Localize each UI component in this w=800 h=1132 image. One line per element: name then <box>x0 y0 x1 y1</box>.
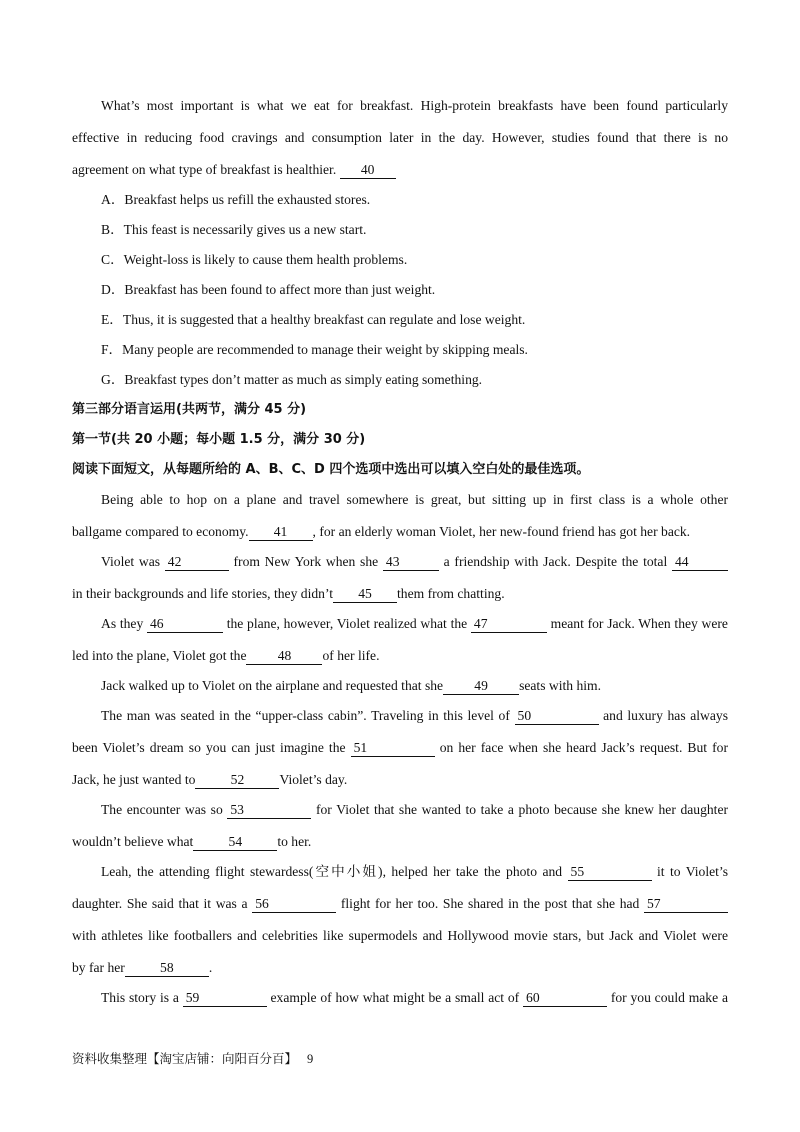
answer-blank-53: 53 <box>227 801 311 819</box>
cloze-text: flight for her too. She shared in the post that she had <box>340 896 640 911</box>
answer-blank-52: 52 <box>195 771 279 789</box>
instruction-heading: 阅读下面短文，从每题所给的 A、B、C、D 四个选项中选出可以填入空白处的最佳选项。 <box>72 462 590 477</box>
answer-blank-49: 49 <box>443 677 519 695</box>
cloze-text: of her life. <box>322 648 380 663</box>
cloze-line <box>101 706 728 726</box>
option-g: G．Breakfast types don’t matter as much as simply eating something. <box>101 372 483 387</box>
answer-blank-54: 54 <box>193 833 277 851</box>
answer-blank-59: 59 <box>183 989 267 1007</box>
cloze-text: for Violet that she wanted to take a photo because she knew her daughter <box>315 802 729 817</box>
cloze-text: on her face when she heard Jack’s request. But for <box>439 740 728 755</box>
cloze-text: them from chatting. <box>397 586 505 601</box>
passage-text: What’s most important is what we eat for breakfast. High-protein breakfasts have been found particularly <box>101 98 728 113</box>
cloze-text: Violet’s day. <box>279 772 348 787</box>
cloze-line <box>72 770 728 790</box>
cloze-line <box>72 738 728 758</box>
answer-blank-56: 56 <box>252 895 336 913</box>
passage-line <box>72 160 728 180</box>
footer-source: 资料收集整理【淘宝店铺：向阳百分百】 <box>72 1051 298 1066</box>
cloze-text: a friendship with Jack. Despite the total <box>443 554 668 569</box>
cloze-text: Jack, he just wanted to <box>72 772 196 787</box>
cloze-line <box>101 862 728 882</box>
answer-blank-55: 55 <box>568 863 652 881</box>
option-d: D．Breakfast has been found to affect more than just weight. <box>101 282 436 297</box>
passage-text: effective in reducing food cravings and consumption later in the day. However, studies found that there is no <box>72 130 728 145</box>
answer-blank-60: 60 <box>523 989 607 1007</box>
cloze-text: ballgame compared to economy. <box>72 524 249 539</box>
cloze-text: meant for Jack. When they were <box>550 616 728 631</box>
option-a: A．Breakfast helps us refill the exhausted stores. <box>101 192 371 207</box>
cloze-text: , for an elderly woman Violet, her new-found friend has got her back. <box>312 524 691 539</box>
cloze-text: The encounter was so <box>101 802 223 817</box>
cloze-line <box>72 832 728 852</box>
cloze-text: from New York when she <box>233 554 379 569</box>
cloze-text: for you could make a <box>610 990 728 1005</box>
passage-text: agreement on what type of breakfast is healthier. <box>72 162 337 177</box>
answer-blank-46: 46 <box>147 615 223 633</box>
passage-line <box>101 96 728 116</box>
passage-line <box>72 128 728 148</box>
cloze-text: with athletes like footballers and celebrities like supermodels and Hollywood movie stars, but Jack and Violet were <box>72 928 728 943</box>
cloze-text: led into the plane, Violet got the <box>72 648 247 663</box>
part-heading: 第三部分语言运用(共两节，满分 45 分) <box>72 402 307 417</box>
cloze-line <box>101 614 728 634</box>
page-footer <box>72 1050 313 1068</box>
answer-blank-41: 41 <box>249 523 313 541</box>
cloze-line <box>72 522 728 542</box>
answer-blank-51: 51 <box>351 739 435 757</box>
cloze-line <box>72 646 728 666</box>
cloze-text: This story is a <box>101 990 179 1005</box>
cloze-text: the plane, however, Violet realized what the <box>226 616 468 631</box>
cloze-text: Leah, the attending flight stewardess(空中小姐), helped her take the photo and <box>101 864 563 879</box>
cloze-text: The man was seated in the “upper-class cabin”. Traveling in this level of <box>101 708 510 723</box>
page-number: 9 <box>307 1052 314 1066</box>
cloze-text: by far her <box>72 960 125 975</box>
cloze-line <box>72 958 728 978</box>
answer-blank-57: 57 <box>644 895 728 913</box>
answer-blank-45: 45 <box>333 585 397 603</box>
cloze-text: daughter. She said that it was a <box>72 896 248 911</box>
answer-blank-50: 50 <box>515 707 599 725</box>
cloze-line <box>101 988 728 1008</box>
option-e: E．Thus, it is suggested that a healthy breakfast can regulate and lose weight. <box>101 312 526 327</box>
cloze-text: it to Violet’s <box>657 864 729 879</box>
option-f: F．Many people are recommended to manage their weight by skipping meals. <box>101 342 528 357</box>
cloze-line <box>72 584 728 604</box>
cloze-text: to her. <box>277 834 312 849</box>
answer-blank-43: 43 <box>383 553 439 571</box>
section-heading: 第一节(共 20 小题；每小题 1.5 分，满分 30 分) <box>72 432 366 447</box>
cloze-text: example of how what might be a small act of <box>270 990 520 1005</box>
cloze-line <box>72 894 728 914</box>
cloze-line <box>101 490 728 510</box>
cloze-line <box>72 926 728 946</box>
cloze-text: in their backgrounds and life stories, they didn’t <box>72 586 333 601</box>
cloze-text: Jack walked up to Violet on the airplane and requested that she <box>101 678 444 693</box>
option-c: C．Weight-loss is likely to cause them health problems. <box>101 252 408 267</box>
cloze-text: Violet was <box>101 554 161 569</box>
cloze-line <box>101 676 728 696</box>
answer-blank-40: 40 <box>340 161 396 179</box>
cloze-text: . <box>208 960 213 975</box>
cloze-line <box>101 552 728 572</box>
cloze-text: been Violet’s dream so you can just imagine the <box>72 740 346 755</box>
answer-blank-58: 58 <box>125 959 209 977</box>
answer-blank-44: 44 <box>672 553 728 571</box>
cloze-text: wouldn’t believe what <box>72 834 194 849</box>
answer-blank-48: 48 <box>246 647 322 665</box>
answer-blank-47: 47 <box>471 615 547 633</box>
option-b: B．This feast is necessarily gives us a new start. <box>101 222 367 237</box>
cloze-line <box>101 800 728 820</box>
answer-blank-42: 42 <box>165 553 229 571</box>
cloze-text: As they <box>101 616 144 631</box>
cloze-text: seats with him. <box>519 678 602 693</box>
cloze-text: Being able to hop on a plane and travel somewhere is great, but sitting up in first class is a whole other <box>101 492 728 507</box>
cloze-text: and luxury has always <box>603 708 728 723</box>
